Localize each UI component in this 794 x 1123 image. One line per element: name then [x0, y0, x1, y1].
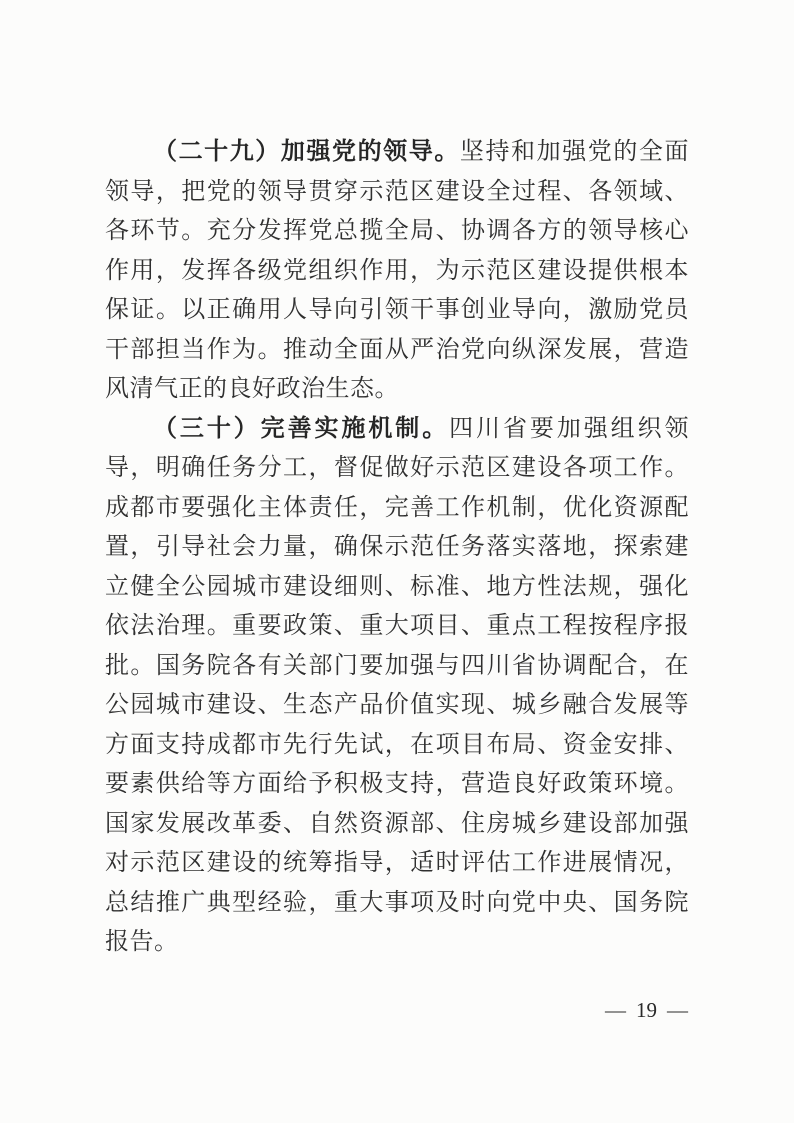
- page-number-dash-right: —: [667, 998, 688, 1022]
- page-number-value: 19: [636, 998, 657, 1022]
- document-body: [105, 133, 689, 963]
- paragraph-30-text: 四川省要加强组织领导，明确任务分工，督促做好示范区建设各项工作。成都市要强化主体责任，完善工作机制，优化资源配置，引导社会力量，确保示范任务落实落地，探索建立健全公园城市建设细则、标准、地方性法规，强化依法治理。重要政策、重大项目、重点工程按程序报批。国务院各有关部门要加强与四川省协调配合，在公园城市建设、生态产品价值实现、城乡融合发展等方面支持成都市先行先试，在项目布局、资金安排、要素供给等方面给予积极支持，营造良好政策环境。国家发展改革委、自然资源部、住房城乡建设部加强对示范区建设的统筹指导，适时评估工作进展情况，总结推广典型经验，重大事项及时向党中央、国务院报告。: [105, 415, 690, 955]
- page-number-dash-left: —: [605, 998, 626, 1022]
- paragraph-29-lead: （二十九）加强党的领导。: [153, 139, 460, 165]
- page-number: [605, 995, 688, 1025]
- paragraph-30-lead: （三十）完善实施机制。: [153, 415, 450, 442]
- paragraph-30: [105, 410, 689, 963]
- paragraph-29-text: 坚持和加强党的全面领导，把党的领导贯穿示范区建设全过程、各领域、各环节。充分发挥党总揽全局、协调各方的领导核心作用，发挥各级党组织作用，为示范区建设提供根本保证。以正确用人导向引领干事创业导向，激励党员干部担当作为。推动全面从严治党向纵深发展，营造风清气正的良好政治生态。: [105, 139, 690, 402]
- paragraph-29: [105, 133, 689, 410]
